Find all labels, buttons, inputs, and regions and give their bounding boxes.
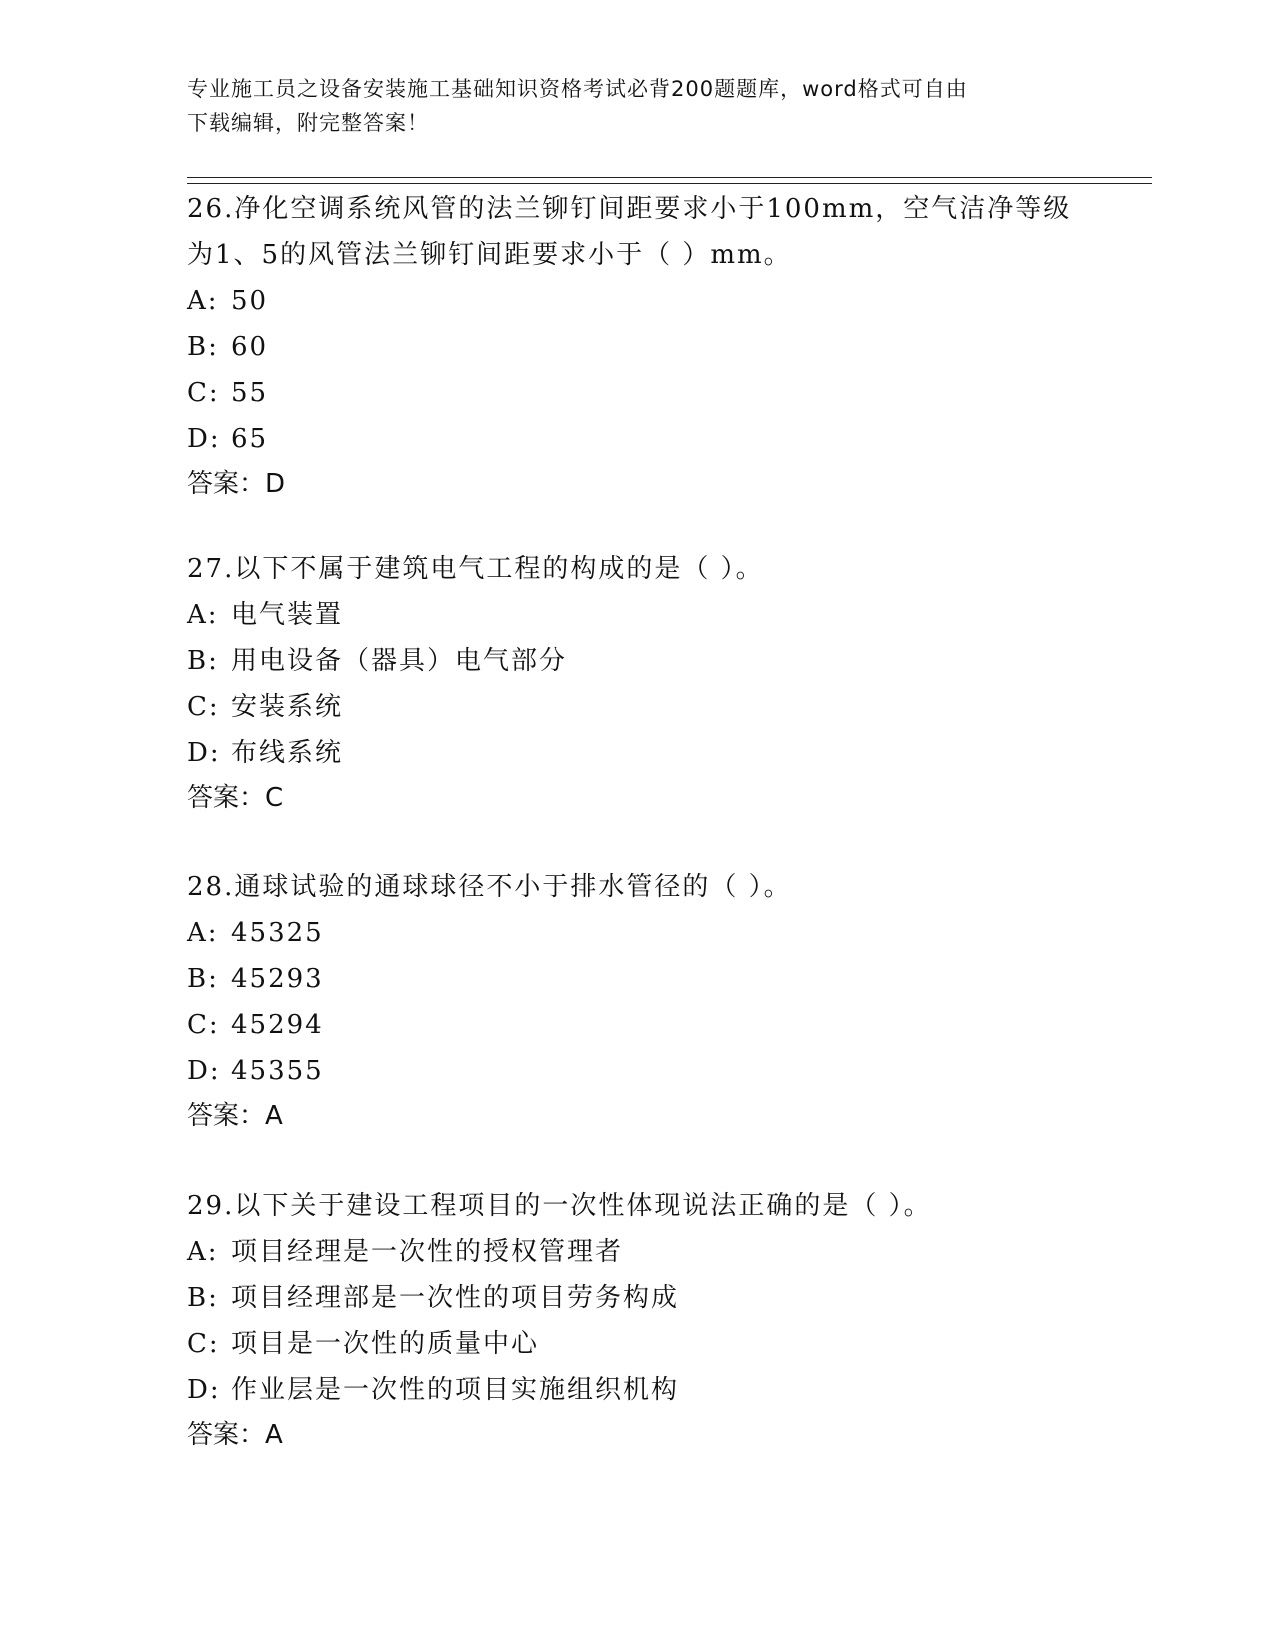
- answer-value: A: [265, 1420, 283, 1450]
- option-letter: A:: [187, 1237, 219, 1267]
- question-28: [187, 864, 1087, 1138]
- answer-line: [187, 776, 1087, 820]
- option-letter: D:: [187, 1375, 221, 1405]
- document-header: [187, 72, 1067, 140]
- option-letter: B:: [187, 332, 219, 362]
- option-c: [187, 1002, 1087, 1048]
- option-a: [187, 1229, 1087, 1275]
- answer-label: 答案：: [187, 1420, 266, 1450]
- question-stem-line-1: 26.净化空调系统风管的法兰铆钉间距要求小于100mm，空气洁净等级: [187, 194, 1072, 224]
- option-b: [187, 1275, 1087, 1321]
- option-text: 50: [231, 286, 269, 316]
- option-text: 布线系统: [231, 738, 344, 768]
- option-d: [187, 730, 1087, 776]
- answer-value: D: [265, 469, 286, 499]
- option-letter: A:: [187, 286, 219, 316]
- option-text: 45294: [231, 1010, 324, 1040]
- option-c: [187, 370, 1087, 416]
- question-stem-line-2: 为1、5的风管法兰铆钉间距要求小于（ ）mm。: [187, 240, 792, 270]
- option-letter: A:: [187, 918, 219, 948]
- option-text: 45325: [231, 918, 324, 948]
- option-b: [187, 324, 1087, 370]
- option-letter: B:: [187, 1283, 219, 1313]
- option-c: [187, 684, 1087, 730]
- question-stem-line-1: 28.通球试验的通球球径不小于排水管径的（ ）。: [187, 872, 792, 902]
- option-letter: B:: [187, 964, 219, 994]
- option-text: 55: [231, 378, 269, 408]
- question-26: [187, 186, 1087, 506]
- header-line-2: 下载编辑，附完整答案！: [187, 111, 429, 135]
- option-letter: C:: [187, 1329, 220, 1359]
- option-text: 项目是一次性的质量中心: [231, 1329, 540, 1359]
- option-a: [187, 592, 1087, 638]
- option-letter: C:: [187, 1010, 220, 1040]
- header-divider-top: [187, 177, 1152, 178]
- option-text: 65: [231, 424, 269, 454]
- answer-line: [187, 1094, 1087, 1138]
- header-line-1: 专业施工员之设备安装施工基础知识资格考试必背200题题库，word格式可自由: [187, 77, 968, 101]
- question-29: [187, 1183, 1087, 1457]
- question-27: [187, 546, 1087, 820]
- question-stem-line-1: 29.以下关于建设工程项目的一次性体现说法正确的是（ ）。: [187, 1191, 932, 1221]
- option-d: [187, 1048, 1087, 1094]
- answer-line: [187, 462, 1087, 506]
- option-a: [187, 278, 1087, 324]
- question-stem-line-1: 27.以下不属于建筑电气工程的构成的是（ ）。: [187, 554, 764, 584]
- option-text: 项目经理是一次性的授权管理者: [231, 1237, 624, 1267]
- option-text: 作业层是一次性的项目实施组织机构: [231, 1375, 680, 1405]
- option-text: 45355: [231, 1056, 324, 1086]
- answer-label: 答案：: [187, 1101, 266, 1131]
- answer-value: C: [265, 783, 284, 813]
- option-text: 安装系统: [231, 692, 344, 722]
- answer-line: [187, 1413, 1087, 1457]
- option-text: 45293: [231, 964, 324, 994]
- option-b: [187, 956, 1087, 1002]
- option-letter: A:: [187, 600, 219, 630]
- option-letter: C:: [187, 378, 220, 408]
- option-letter: D:: [187, 424, 221, 454]
- option-letter: B:: [187, 646, 219, 676]
- option-text: 用电设备（器具）电气部分: [231, 646, 568, 676]
- answer-label: 答案：: [187, 783, 266, 813]
- option-letter: D:: [187, 1056, 221, 1086]
- option-d: [187, 416, 1087, 462]
- option-a: [187, 910, 1087, 956]
- answer-value: A: [265, 1101, 283, 1131]
- answer-label: 答案：: [187, 469, 266, 499]
- option-text: 60: [231, 332, 269, 362]
- option-text: 电气装置: [231, 600, 344, 630]
- option-b: [187, 638, 1087, 684]
- header-divider-bottom: [187, 183, 1152, 184]
- option-letter: D:: [187, 738, 221, 768]
- option-text: 项目经理部是一次性的项目劳务构成: [231, 1283, 680, 1313]
- option-d: [187, 1367, 1087, 1413]
- option-letter: C:: [187, 692, 220, 722]
- option-c: [187, 1321, 1087, 1367]
